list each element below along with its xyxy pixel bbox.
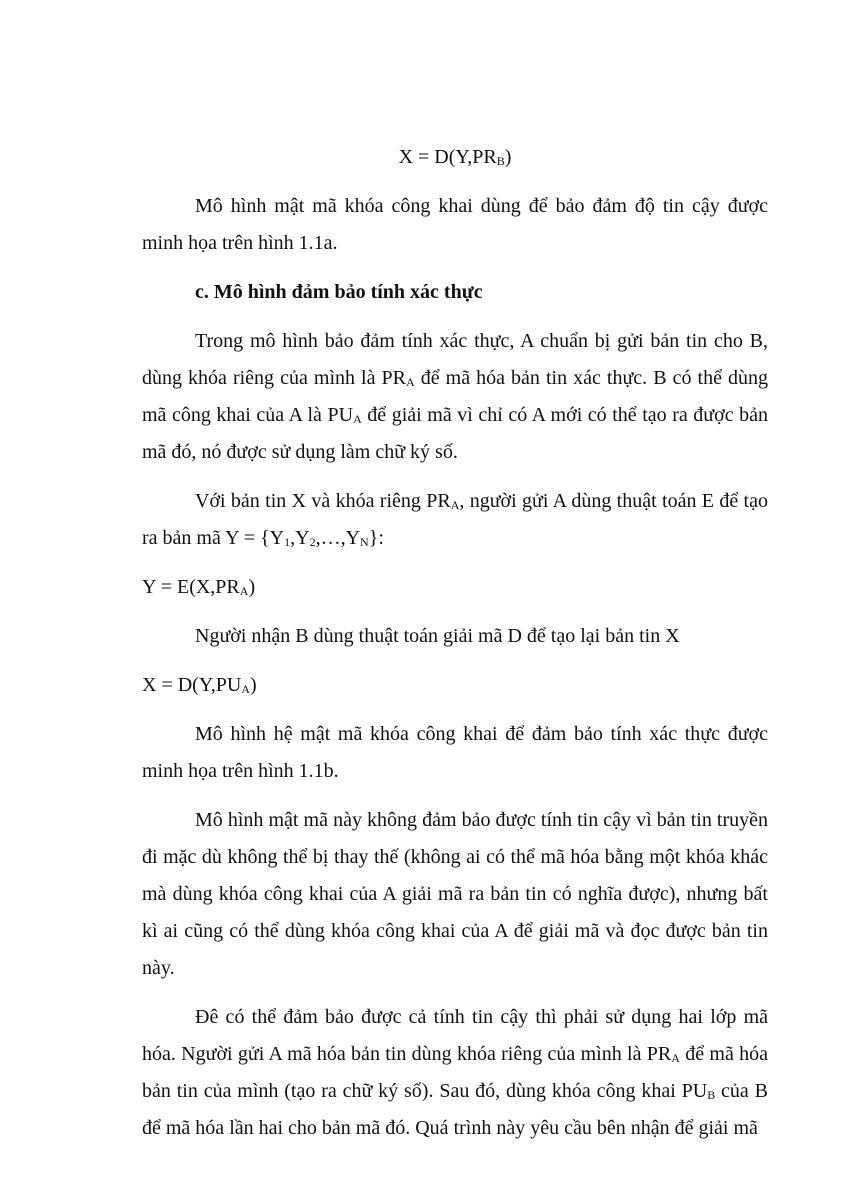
equation-encrypt-pra: $Y = E(X,PR_A)$	[142, 576, 256, 598]
paragraph-confidentiality-model: Mô hình mật mã khóa công khai dùng để bảo đảm độ tin cậy được minh họa trên hình 1.1a.	[142, 195, 768, 254]
paragraph-receiver-decrypt: Người nhận B dùng thuật toán giải mã D để tạo lại bản tin X	[195, 625, 680, 647]
paragraph-no-confidentiality: Mô hình mật mã này không đảm bảo được tính tin cậy vì bản tin truyền đi mặc dù không thể bị thay thế (không ai có thể mã hóa bằng một khóa khác mà dùng khóa công khai của A giải mã ra bản tin có nghĩa được), nhưng bất kì ai cũng có thể dùng khóa công khai của A để giải mã và đọc được bản tin này.	[142, 809, 768, 979]
paragraph-encryption-step: Với bản tin X và khóa riêng $PR_A$, người gửi A dùng thuật toán E để tạo ra bản mã $Y = \{Y_1,Y_2,\dots,Y_N\}$:	[142, 490, 768, 549]
page-body	[142, 139, 768, 1159]
section-heading-c: c. Mô hình đảm bảo tính xác thực	[195, 281, 483, 303]
paragraph-double-encryption: Đê có thể đảm bảo được cả tính tin cậy thì phải sử dụng hai lớp mã hóa. Người gửi A mã hóa bản tin dùng khóa riêng của mình là $PR_A$ để mã hóa bản tin của mình (tạo ra chữ ký số). Sau đó, dùng khóa công khai $PU_B$ của B để mã hóa lần hai cho bản mã đó. Quá trình này yêu cầu bên nhận để giải mã	[142, 1006, 769, 1139]
paragraph-authentication-model: Trong mô hình bảo đảm tính xác thực, A chuẩn bị gửi bản tin cho B, dùng khóa riêng của mình là $PR_A$ để mã hóa bản tin xác thực. B có thể dùng mã công khai của A là $PU_A$ để giải mã vì chỉ có A mới có thể tạo ra được bản mã đó, nó được sử dụng làm chữ ký số.	[142, 330, 769, 463]
equation-decrypt-pua: $X = D(Y,PU_A)$	[142, 674, 257, 696]
paragraph-authentication-figure: Mô hình hệ mật mã khóa công khai để đảm bảo tính xác thực được minh họa trên hình 1.1b.	[142, 723, 768, 782]
equation-decrypt-prb: $X = D(Y,PR_B)$	[398, 146, 512, 168]
